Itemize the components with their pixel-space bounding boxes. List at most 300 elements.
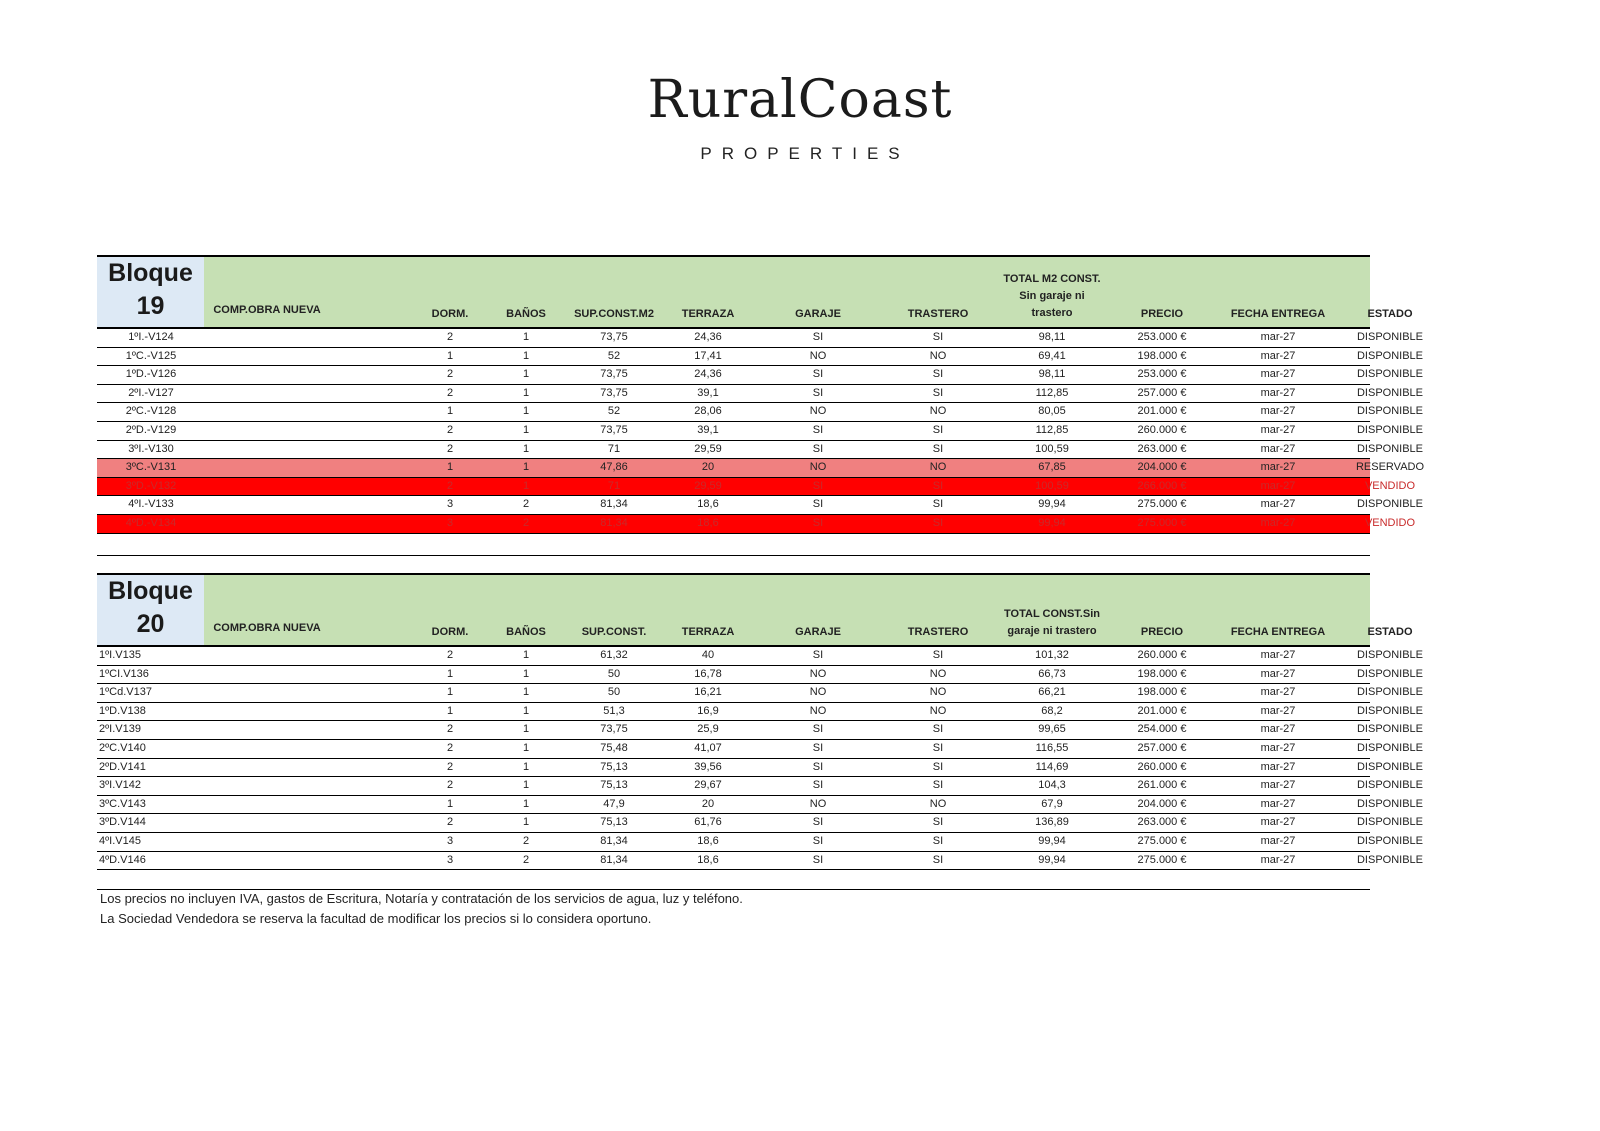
cell-terraza: 25,9 xyxy=(697,723,719,736)
cell-terraza: 39,1 xyxy=(697,386,719,399)
cell-banos: 1 xyxy=(522,649,530,661)
cell-sup: 75,13 xyxy=(600,779,628,792)
header-comp-obra-nueva: COMP.OBRA NUEVA xyxy=(213,622,321,634)
cell-sup: 71 xyxy=(607,479,621,492)
cell-trastero: SI xyxy=(932,479,944,492)
header-total-line: Sin garaje ni xyxy=(1019,290,1085,302)
header-trastero: TRASTERO xyxy=(907,308,969,320)
cell-banos: 2 xyxy=(522,853,530,866)
cell-precio: 204.000 € xyxy=(1137,461,1187,474)
cell-terraza: 16,9 xyxy=(697,704,719,717)
cell-total: 100,59 xyxy=(1035,442,1069,455)
cell-trastero: SI xyxy=(932,498,944,511)
cell-garaje: SI xyxy=(812,368,824,381)
cell-sup: 71 xyxy=(607,442,621,455)
cell-banos: 1 xyxy=(522,442,530,455)
cell-trastero: SI xyxy=(932,760,944,773)
cell-total: 112,85 xyxy=(1035,386,1069,399)
cell-banos: 1 xyxy=(522,667,530,680)
cell-banos: 1 xyxy=(522,760,530,773)
table-row xyxy=(97,403,1424,422)
cell-dorm: 2 xyxy=(446,649,454,661)
cell-id: 3ºC.-V131 xyxy=(125,461,177,474)
cell-estado: DISPONIBLE xyxy=(1356,331,1424,343)
cell-dorm: 3 xyxy=(446,498,454,511)
company-logo xyxy=(0,68,1600,164)
cell-banos: 1 xyxy=(522,368,530,381)
bloque-number: 20 xyxy=(136,610,165,638)
cell-garaje: SI xyxy=(812,516,824,529)
cell-precio: 275.000 € xyxy=(1137,853,1187,866)
cell-precio: 204.000 € xyxy=(1137,797,1187,810)
cell-garaje: SI xyxy=(812,479,824,492)
cell-estado: DISPONIBLE xyxy=(1356,349,1424,362)
cell-id: 2ºD.V141 xyxy=(99,760,146,773)
cell-id: 2ºC.-V128 xyxy=(125,405,177,418)
cell-id: 3ºI.V142 xyxy=(99,779,141,792)
cell-terraza: 24,36 xyxy=(694,331,722,343)
table-body xyxy=(97,329,1425,534)
cell-id: 1ºCd.V137 xyxy=(99,686,152,699)
cell-estado: DISPONIBLE xyxy=(1356,704,1424,717)
cell-id: 1ºI.-V124 xyxy=(128,331,174,343)
header-estado: ESTADO xyxy=(1367,626,1413,638)
cell-banos: 1 xyxy=(522,423,530,436)
cell-trastero: NO xyxy=(929,686,947,699)
cell-trastero: SI xyxy=(932,423,944,436)
table-row xyxy=(97,740,1424,759)
cell-fecha: mar-27 xyxy=(1260,405,1296,418)
cell-banos: 1 xyxy=(522,704,530,717)
cell-total: 67,9 xyxy=(1041,797,1063,810)
cell-trastero: SI xyxy=(932,723,944,736)
cell-trastero: NO xyxy=(929,461,947,474)
table-header xyxy=(97,573,1413,647)
table-row xyxy=(97,833,1424,852)
cell-precio: 198.000 € xyxy=(1137,686,1187,699)
cell-precio: 260.000 € xyxy=(1137,649,1187,661)
cell-estado: DISPONIBLE xyxy=(1356,834,1424,847)
cell-id: 1ºD.V138 xyxy=(99,704,146,717)
cell-precio: 275.000 € xyxy=(1137,516,1187,529)
cell-trastero: SI xyxy=(932,386,944,399)
table-body xyxy=(97,647,1424,870)
cell-terraza: 39,1 xyxy=(697,423,719,436)
cell-id: 4ºD.V146 xyxy=(99,853,146,866)
footer-notes xyxy=(100,889,743,928)
bloque-label xyxy=(97,257,204,327)
table-row xyxy=(97,441,1424,460)
cell-estado: DISPONIBLE xyxy=(1356,741,1424,754)
bloque-20-table xyxy=(97,573,1424,870)
table-row xyxy=(97,348,1424,367)
cell-sup: 52 xyxy=(607,349,621,362)
cell-garaje: SI xyxy=(812,649,824,661)
header-comp-obra-nueva: COMP.OBRA NUEVA xyxy=(213,304,321,316)
cell-dorm: 2 xyxy=(446,760,454,773)
header-garaje: GARAJE xyxy=(795,308,841,320)
table-row xyxy=(97,329,1424,348)
cell-total: 99,94 xyxy=(1038,516,1066,529)
header-dorm: DORM. xyxy=(431,308,469,320)
cell-dorm: 2 xyxy=(446,386,454,399)
cell-terraza: 20 xyxy=(701,797,715,810)
cell-banos: 1 xyxy=(522,816,530,829)
cell-trastero: SI xyxy=(932,331,944,343)
header-estado: ESTADO xyxy=(1367,308,1413,320)
cell-id: 2ºD.-V129 xyxy=(125,423,177,436)
cell-precio: 198.000 € xyxy=(1137,667,1187,680)
table-header xyxy=(97,255,1413,329)
cell-dorm: 2 xyxy=(446,779,454,792)
cell-fecha: mar-27 xyxy=(1260,649,1296,661)
cell-id: 2ºC.V140 xyxy=(99,741,146,754)
cell-banos: 2 xyxy=(522,516,530,529)
cell-total: 112,85 xyxy=(1035,423,1069,436)
cell-estado: DISPONIBLE xyxy=(1356,423,1424,436)
cell-total: 99,94 xyxy=(1038,853,1066,866)
cell-trastero: SI xyxy=(932,816,944,829)
cell-total: 68,2 xyxy=(1041,704,1063,717)
cell-dorm: 1 xyxy=(446,704,454,717)
cell-banos: 1 xyxy=(522,479,530,492)
cell-estado: DISPONIBLE xyxy=(1356,816,1424,829)
cell-precio: 201.000 € xyxy=(1137,405,1187,418)
cell-dorm: 2 xyxy=(446,442,454,455)
footer-note-precios: La Sociedad Vendedora se reserva la facultad de modificar los precios si lo considera oportuno. xyxy=(100,910,652,926)
cell-total: 66,21 xyxy=(1038,686,1066,699)
cell-fecha: mar-27 xyxy=(1260,816,1296,829)
cell-total: 80,05 xyxy=(1038,405,1066,418)
table-row xyxy=(97,814,1424,833)
header-precio: PRECIO xyxy=(1140,626,1184,638)
cell-terraza: 16,78 xyxy=(694,667,722,680)
cell-terraza: 39,56 xyxy=(694,760,722,773)
cell-id: 2ºI.V139 xyxy=(99,723,141,736)
cell-trastero: SI xyxy=(932,741,944,754)
cell-garaje: SI xyxy=(812,816,824,829)
cell-fecha: mar-27 xyxy=(1260,423,1296,436)
cell-garaje: NO xyxy=(809,667,827,680)
cell-banos: 1 xyxy=(522,723,530,736)
cell-fecha: mar-27 xyxy=(1260,760,1296,773)
bloque-19-table xyxy=(97,255,1425,534)
bloque-number: 19 xyxy=(136,292,165,320)
cell-trastero: NO xyxy=(929,405,947,418)
cell-estado: DISPONIBLE xyxy=(1356,649,1424,661)
cell-dorm: 2 xyxy=(446,423,454,436)
cell-total: 104,3 xyxy=(1038,779,1066,792)
cell-dorm: 1 xyxy=(446,349,454,362)
cell-estado: DISPONIBLE xyxy=(1356,386,1424,399)
header-total-line: garaje ni trastero xyxy=(1007,625,1097,637)
cell-estado: VENDIDO xyxy=(1364,479,1416,492)
cell-terraza: 16,21 xyxy=(694,686,722,699)
cell-fecha: mar-27 xyxy=(1260,704,1296,717)
cell-garaje: NO xyxy=(809,405,827,418)
cell-trastero: NO xyxy=(929,704,947,717)
cell-trastero: SI xyxy=(932,853,944,866)
cell-sup: 75,13 xyxy=(600,816,628,829)
header-dorm: DORM. xyxy=(431,626,469,638)
cell-banos: 1 xyxy=(522,797,530,810)
table-row xyxy=(97,515,1416,534)
cell-garaje: SI xyxy=(812,423,824,436)
cell-sup: 73,75 xyxy=(600,386,628,399)
cell-trastero: NO xyxy=(929,667,947,680)
header-garaje: GARAJE xyxy=(795,626,841,638)
cell-total: 66,73 xyxy=(1038,667,1066,680)
cell-id: 1ºD.-V126 xyxy=(125,368,177,381)
cell-precio: 261.000 € xyxy=(1137,779,1187,792)
cell-banos: 1 xyxy=(522,686,530,699)
cell-garaje: SI xyxy=(812,386,824,399)
table-row xyxy=(97,666,1424,685)
cell-fecha: mar-27 xyxy=(1260,834,1296,847)
logo-subtitle: PROPERTIES xyxy=(700,144,910,163)
cell-fecha: mar-27 xyxy=(1260,368,1296,381)
cell-dorm: 2 xyxy=(446,741,454,754)
cell-estado: DISPONIBLE xyxy=(1356,498,1424,511)
cell-fecha: mar-27 xyxy=(1260,386,1296,399)
cell-estado: DISPONIBLE xyxy=(1356,779,1424,792)
cell-terraza: 28,06 xyxy=(694,405,722,418)
cell-terraza: 40 xyxy=(701,649,715,661)
cell-banos: 1 xyxy=(522,386,530,399)
logo-title: RuralCoast xyxy=(647,70,953,130)
cell-banos: 1 xyxy=(522,779,530,792)
cell-garaje: NO xyxy=(809,704,827,717)
cell-precio: 275.000 € xyxy=(1137,834,1187,847)
cell-id: 4ºD.-V134 xyxy=(125,516,177,529)
cell-terraza: 29,59 xyxy=(694,479,722,492)
cell-terraza: 17,41 xyxy=(694,349,722,362)
cell-estado: DISPONIBLE xyxy=(1356,442,1424,455)
cell-sup: 50 xyxy=(607,686,621,699)
header-total-line: TOTAL M2 CONST. xyxy=(1003,273,1101,285)
cell-fecha: mar-27 xyxy=(1260,853,1296,866)
cell-id: 1ºI.V135 xyxy=(99,649,141,661)
cell-total: 99,65 xyxy=(1038,723,1066,736)
cell-total: 114,69 xyxy=(1035,760,1069,773)
header-total-line: trastero xyxy=(1031,307,1073,319)
header-total-m2 xyxy=(992,271,1112,322)
cell-trastero: NO xyxy=(929,349,947,362)
cell-estado: DISPONIBLE xyxy=(1356,723,1424,736)
cell-precio: 253.000 € xyxy=(1137,331,1187,343)
cell-dorm: 1 xyxy=(446,686,454,699)
cell-id: 1ºC.-V125 xyxy=(125,349,177,362)
cell-sup: 50 xyxy=(607,667,621,680)
cell-estado: RESERVADO xyxy=(1355,461,1425,474)
header-total-m2 xyxy=(992,606,1112,640)
table-row xyxy=(97,796,1424,815)
cell-fecha: mar-27 xyxy=(1260,779,1296,792)
table-row xyxy=(97,459,1425,478)
cell-precio: 260.000 € xyxy=(1137,760,1187,773)
cell-dorm: 1 xyxy=(446,461,454,474)
cell-precio: 275.000 € xyxy=(1137,498,1187,511)
cell-precio: 257.000 € xyxy=(1137,741,1187,754)
cell-sup: 51,3 xyxy=(603,704,625,717)
cell-total: 100,59 xyxy=(1035,479,1069,492)
cell-sup: 75,13 xyxy=(600,760,628,773)
cell-banos: 1 xyxy=(522,331,530,343)
cell-dorm: 2 xyxy=(446,479,454,492)
cell-fecha: mar-27 xyxy=(1260,797,1296,810)
cell-precio: 254.000 € xyxy=(1137,723,1187,736)
cell-garaje: NO xyxy=(809,349,827,362)
cell-dorm: 2 xyxy=(446,368,454,381)
header-fecha-entrega: FECHA ENTREGA xyxy=(1230,626,1326,638)
cell-estado: VENDIDO xyxy=(1364,516,1416,529)
cell-id: 3ºC.V143 xyxy=(99,797,146,810)
table-row xyxy=(97,852,1424,871)
cell-garaje: SI xyxy=(812,760,824,773)
cell-fecha: mar-27 xyxy=(1260,741,1296,754)
cell-precio: 257.000 € xyxy=(1137,386,1187,399)
header-sup-const: SUP.CONST.M2 xyxy=(574,308,654,320)
cell-dorm: 1 xyxy=(446,797,454,810)
cell-dorm: 2 xyxy=(446,331,454,343)
cell-id: 3ºI.-V130 xyxy=(128,442,174,455)
cell-id: 3ºD.V144 xyxy=(99,816,146,829)
cell-banos: 1 xyxy=(522,461,530,474)
table-row xyxy=(97,647,1424,666)
cell-fecha: mar-27 xyxy=(1260,723,1296,736)
cell-banos: 1 xyxy=(522,741,530,754)
cell-estado: DISPONIBLE xyxy=(1356,667,1424,680)
header-total-line: TOTAL CONST.Sin xyxy=(1004,608,1100,620)
cell-garaje: NO xyxy=(809,461,827,474)
cell-garaje: SI xyxy=(812,741,824,754)
cell-trastero: SI xyxy=(932,368,944,381)
header-banos: BAÑOS xyxy=(506,308,546,320)
cell-dorm: 1 xyxy=(446,667,454,680)
table-row xyxy=(97,759,1424,778)
cell-id: 2ºI.-V127 xyxy=(128,386,174,399)
cell-trastero: SI xyxy=(932,649,944,661)
table-row xyxy=(97,496,1424,515)
cell-terraza: 29,67 xyxy=(694,779,722,792)
cell-estado: DISPONIBLE xyxy=(1356,405,1424,418)
cell-sup: 47,9 xyxy=(603,797,625,810)
cell-garaje: NO xyxy=(809,797,827,810)
cell-id: 4ºI.-V133 xyxy=(128,498,174,511)
cell-terraza: 20 xyxy=(701,461,715,474)
table-row xyxy=(97,721,1424,740)
cell-sup: 52 xyxy=(607,405,621,418)
bloque-word: Bloque xyxy=(108,577,193,605)
cell-sup: 81,34 xyxy=(600,834,628,847)
cell-fecha: mar-27 xyxy=(1260,442,1296,455)
cell-banos: 2 xyxy=(522,498,530,511)
cell-total: 98,11 xyxy=(1038,368,1066,381)
cell-estado: DISPONIBLE xyxy=(1356,368,1424,381)
table-row xyxy=(97,478,1416,497)
cell-trastero: NO xyxy=(929,797,947,810)
cell-dorm: 3 xyxy=(446,853,454,866)
cell-dorm: 3 xyxy=(446,516,454,529)
cell-sup: 73,75 xyxy=(600,331,628,343)
cell-total: 99,94 xyxy=(1038,498,1066,511)
cell-terraza: 18,6 xyxy=(697,498,719,511)
cell-terraza: 24,36 xyxy=(694,368,722,381)
cell-precio: 260.000 € xyxy=(1137,423,1187,436)
cell-dorm: 3 xyxy=(446,834,454,847)
cell-id: 4ºI.V145 xyxy=(99,834,141,847)
cell-terraza: 18,6 xyxy=(697,834,719,847)
cell-terraza: 61,76 xyxy=(694,816,722,829)
cell-garaje: SI xyxy=(812,723,824,736)
cell-precio: 263.000 € xyxy=(1137,442,1187,455)
table-row xyxy=(97,703,1424,722)
cell-total: 67,85 xyxy=(1038,461,1066,474)
cell-banos: 2 xyxy=(522,834,530,847)
header-trastero: TRASTERO xyxy=(907,626,969,638)
cell-terraza: 18,6 xyxy=(697,853,719,866)
cell-total: 99,94 xyxy=(1038,834,1066,847)
footer-note-iva: Los precios no incluyen IVA, gastos de Escritura, Notaría y contratación de los servicios de agua, luz y teléfono. xyxy=(100,891,743,906)
cell-precio: 253.000 € xyxy=(1137,368,1187,381)
cell-total: 69,41 xyxy=(1038,349,1066,362)
cell-garaje: SI xyxy=(812,779,824,792)
cell-garaje: SI xyxy=(812,498,824,511)
header-precio: PRECIO xyxy=(1140,308,1184,320)
bloque-word: Bloque xyxy=(108,259,193,287)
cell-precio: 198.000 € xyxy=(1137,349,1187,362)
cell-garaje: SI xyxy=(812,442,824,455)
cell-garaje: SI xyxy=(812,853,824,866)
cell-total: 98,11 xyxy=(1038,331,1066,343)
cell-garaje: SI xyxy=(812,331,824,343)
cell-sup: 73,75 xyxy=(600,368,628,381)
header-sup-const: SUP.CONST. xyxy=(581,626,647,638)
cell-banos: 1 xyxy=(522,405,530,418)
cell-total: 101,32 xyxy=(1035,649,1069,661)
cell-id: 1ºCI.V136 xyxy=(99,667,149,680)
cell-dorm: 2 xyxy=(446,816,454,829)
table-row xyxy=(97,385,1424,404)
cell-banos: 1 xyxy=(522,349,530,362)
table-separator xyxy=(97,555,1370,556)
cell-total: 136,89 xyxy=(1035,816,1069,829)
header-banos: BAÑOS xyxy=(506,626,546,638)
cell-sup: 73,75 xyxy=(600,423,628,436)
header-fecha-entrega: FECHA ENTREGA xyxy=(1230,308,1326,320)
cell-terraza: 29,59 xyxy=(694,442,722,455)
cell-estado: DISPONIBLE xyxy=(1356,853,1424,866)
header-terraza: TERRAZA xyxy=(681,308,735,320)
cell-sup: 81,34 xyxy=(600,516,628,529)
cell-garaje: NO xyxy=(809,686,827,699)
cell-garaje: SI xyxy=(812,834,824,847)
cell-precio: 266.000 € xyxy=(1137,479,1187,492)
cell-sup: 81,34 xyxy=(600,498,628,511)
cell-trastero: SI xyxy=(932,779,944,792)
cell-fecha: mar-27 xyxy=(1260,667,1296,680)
cell-fecha: mar-27 xyxy=(1260,331,1296,343)
cell-trastero: SI xyxy=(932,834,944,847)
cell-estado: DISPONIBLE xyxy=(1356,760,1424,773)
cell-sup: 81,34 xyxy=(600,853,628,866)
cell-sup: 47,86 xyxy=(600,461,628,474)
cell-trastero: SI xyxy=(932,516,944,529)
cell-fecha: mar-27 xyxy=(1260,498,1296,511)
header-terraza: TERRAZA xyxy=(681,626,735,638)
cell-estado: DISPONIBLE xyxy=(1356,686,1424,699)
cell-trastero: SI xyxy=(932,442,944,455)
